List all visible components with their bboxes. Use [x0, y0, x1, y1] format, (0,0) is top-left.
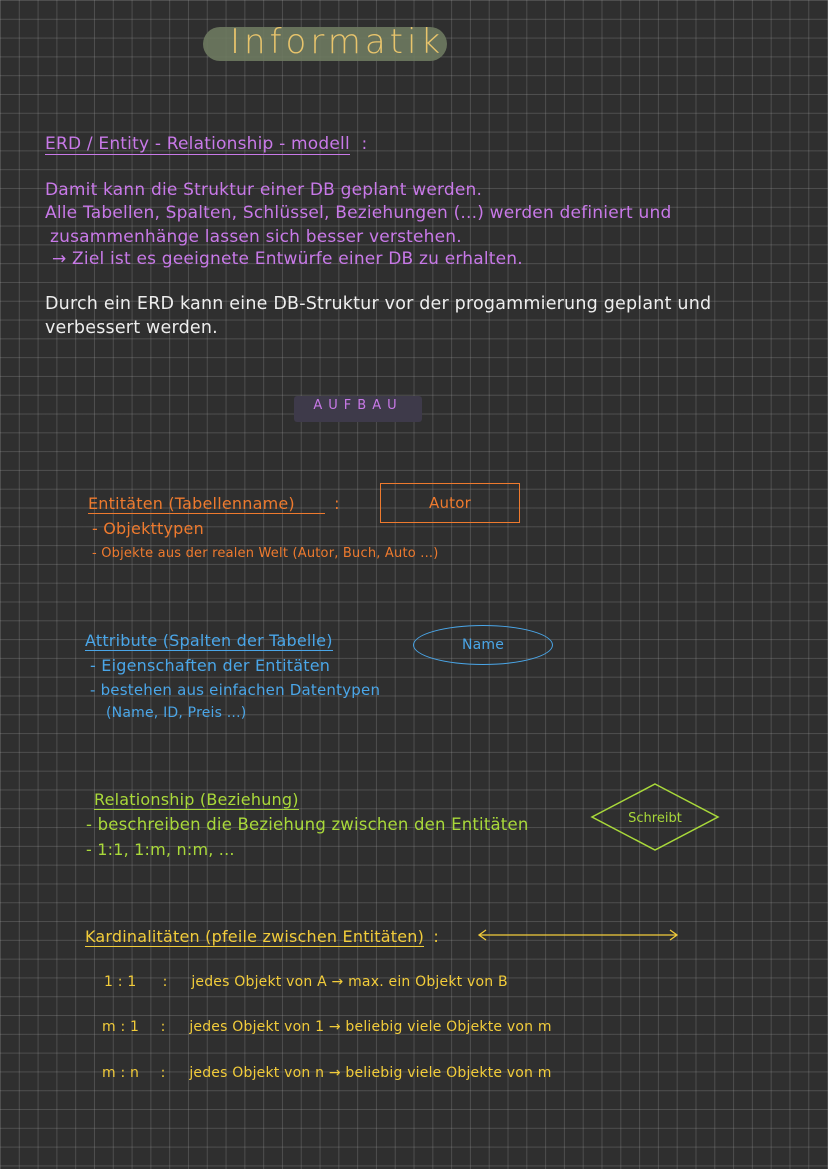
relationship-item-2: - 1:1, 1:m, n:m, ...: [86, 840, 235, 859]
attribute-symbol-label: Name: [461, 637, 505, 653]
cardinality-key: 1 : 1: [104, 974, 137, 990]
relationship-heading-text: Relationship (Beziehung): [94, 790, 299, 809]
cardinalities-heading: Kardinalitäten (pfeile zwischen Entitäten): [85, 927, 425, 946]
relationship-item-1: - beschreiben die Beziehung zwischen den Entitäten: [86, 815, 529, 834]
cardinality-row: [102, 1019, 552, 1035]
relationship-symbol-label: Schreibt: [628, 811, 682, 826]
cardinalities-colon: :: [433, 927, 439, 946]
entity-symbol: [380, 483, 520, 523]
cardinality-text: jedes Objekt von A → max. ein Objekt von B: [191, 974, 508, 990]
relationship-symbol: [590, 782, 720, 852]
erd-colon: :: [361, 134, 368, 154]
attribute-symbol: [413, 625, 553, 665]
relationship-heading: [94, 790, 299, 809]
attributes-heading: [85, 631, 333, 650]
erd-line-1: Damit kann die Struktur einer DB geplant werden.: [45, 180, 483, 200]
aufbau-heading: AUFBAU: [313, 398, 403, 413]
attributes-item-1: - Eigenschaften der Entitäten: [90, 656, 331, 675]
cardinality-sep: :: [160, 1065, 166, 1081]
entities-heading: Entitäten (Tabellenname): [88, 494, 325, 514]
erd-summary-1: Durch ein ERD kann eine DB-Struktur vor der progammierung geplant und: [45, 294, 712, 314]
erd-line-3: zusammenhänge lassen sich besser verstehen.: [50, 227, 462, 247]
cardinality-row: [102, 1065, 552, 1081]
entities-item-1: - Objekttypen: [92, 519, 204, 538]
cardinality-key: m : n: [102, 1065, 140, 1081]
erd-summary-2: verbessert werden.: [45, 318, 218, 338]
attributes-heading-text: Attribute (Spalten der Tabelle): [85, 631, 333, 650]
cardinality-row: [104, 974, 508, 990]
erd-heading: ERD / Entity - Relationship - modell: [45, 134, 350, 154]
cardinality-key: m : 1: [102, 1019, 140, 1035]
erd-line-2: Alle Tabellen, Spalten, Schlüssel, Beziehungen (...) werden definiert und: [45, 203, 672, 223]
entities-item-2: - Objekte aus der realen Welt (Autor, Buch, Auto ...): [92, 546, 439, 561]
entities-colon: :: [334, 494, 340, 513]
page-title: Informatik: [230, 22, 445, 62]
cardinality-text: jedes Objekt von 1 → beliebig viele Objekte von m: [189, 1019, 552, 1035]
cardinality-text: jedes Objekt von n → beliebig viele Objekte von m: [189, 1065, 552, 1081]
cardinality-sep: :: [160, 1019, 166, 1035]
erd-heading-row: [45, 134, 367, 154]
entities-heading-row: [88, 494, 340, 513]
cardinality-sep: :: [162, 974, 168, 990]
attributes-item-3: (Name, ID, Preis ...): [106, 705, 247, 721]
entity-symbol-label: Autor: [429, 494, 471, 512]
erd-line-4: → Ziel ist es geeignete Entwürfe einer DB zu erhalten.: [52, 249, 523, 269]
attributes-item-2: - bestehen aus einfachen Datentypen: [90, 681, 381, 699]
cardinalities-heading-row: [85, 927, 439, 946]
double-arrow-icon: [476, 925, 680, 945]
